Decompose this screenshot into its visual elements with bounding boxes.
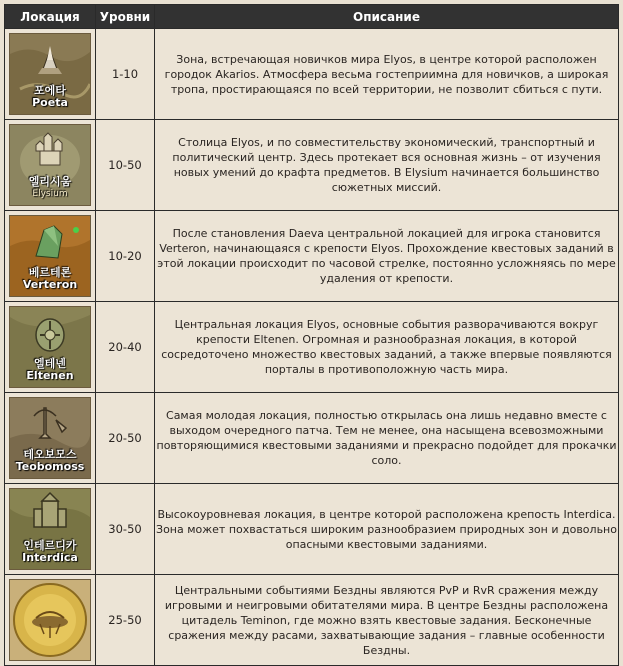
abyss-map-thumbnail bbox=[9, 579, 91, 661]
location-name-kr: 인테르디카 bbox=[23, 539, 77, 552]
table-row bbox=[5, 575, 619, 666]
location-cell bbox=[5, 120, 96, 211]
verteron-map-thumbnail bbox=[9, 215, 91, 297]
level-range: 10-50 bbox=[96, 120, 155, 211]
abyss-map-icon bbox=[10, 580, 90, 660]
level-range: 1-10 bbox=[96, 29, 155, 120]
location-description: Высокоуровневая локация, в центре которой расположена крепость Interdica. Зона может похвастаться широким разнообразием природных зон и довольно опасными квестовыми заданиями. bbox=[155, 484, 619, 575]
location-name-en: Elysium bbox=[32, 189, 68, 199]
header-row bbox=[5, 5, 619, 29]
location-name-kr: 포에타 bbox=[34, 84, 66, 97]
location-name-en: Poeta bbox=[32, 96, 68, 109]
location-name-kr: 엘리시움 bbox=[28, 175, 72, 188]
location-name-en: Eltenen bbox=[26, 369, 74, 382]
level-range: 30-50 bbox=[96, 484, 155, 575]
teobomoss-map-thumbnail bbox=[9, 397, 91, 479]
level-range: 20-50 bbox=[96, 393, 155, 484]
location-description: После становления Daeva центральной локацией для игрока становится Verteron, начинающаяся с крепости Elyos. Прохождение квестовых заданий в этой локации происходит по часовой стрелке, постоянно усложняясь по мере удаления от крепости. bbox=[155, 211, 619, 302]
interdica-map-thumbnail bbox=[9, 488, 91, 570]
page bbox=[4, 4, 618, 661]
table-row bbox=[5, 29, 619, 120]
location-cell bbox=[5, 484, 96, 575]
location-cell bbox=[5, 302, 96, 393]
elysium-map-thumbnail bbox=[9, 124, 91, 206]
location-name-en: Interdica bbox=[22, 551, 78, 564]
location-description: Центральными событиями Бездны являются PvP и RvR сражения между игровыми и неигровыми обитателями мира. В центре Бездны расположена цитадель Teminon, где можно взять квестовые задания. Бесконечные сражения между расами, захватывающие задания – главные особенности Бездны. bbox=[155, 575, 619, 666]
location-description: Зона, встречающая новичков мира Elyos, в центре которой расположен городок Akarios. Атмосфера весьма гостеприимна для новичков, а широкая тропа, простирающаяся по всей территории, не позволит сбиться с пути. bbox=[155, 29, 619, 120]
header-location: Локация bbox=[5, 5, 96, 29]
poeta-map-thumbnail bbox=[9, 33, 91, 115]
header-description: Описание bbox=[155, 5, 619, 29]
table-row bbox=[5, 120, 619, 211]
table-row bbox=[5, 211, 619, 302]
header-levels: Уровни bbox=[96, 5, 155, 29]
location-cell bbox=[5, 211, 96, 302]
level-range: 10-20 bbox=[96, 211, 155, 302]
location-description: Самая молодая локация, полностью открылась она лишь недавно вместе с выходом очередного патча. Тем не менее, она насыщена всевозможными повторяющимися квестовыми заданиями и прекрасно подойдет для прокачки соло. bbox=[155, 393, 619, 484]
location-name-kr: 베르테론 bbox=[28, 266, 72, 279]
level-range: 20-40 bbox=[96, 302, 155, 393]
locations-table bbox=[4, 4, 619, 666]
table-row bbox=[5, 484, 619, 575]
eltenen-map-thumbnail bbox=[9, 306, 91, 388]
location-cell bbox=[5, 393, 96, 484]
level-range: 25-50 bbox=[96, 575, 155, 666]
location-name-en: Teobomoss bbox=[15, 460, 85, 473]
table-row bbox=[5, 302, 619, 393]
table-row bbox=[5, 393, 619, 484]
location-name-kr: 테오보모스 bbox=[23, 448, 77, 461]
location-description: Столица Elyos, и по совместительству экономический, транспортный и политический центр. Здесь протекает вся основная жизнь – от изучения новых умений до крафта предметов. В Elysium начинается большинство сюжетных миссий. bbox=[155, 120, 619, 211]
location-description: Центральная локация Elyos, основные события разворачиваются вокруг крепости Eltenen. Огромная и разнообразная локация, в которой сосредоточено множество квестовых заданий, а также впервые появляются порталы в противоположную часть мира. bbox=[155, 302, 619, 393]
location-name-kr: 엘테넨 bbox=[34, 357, 66, 370]
location-cell bbox=[5, 575, 96, 666]
location-name-en: Verteron bbox=[22, 278, 78, 291]
location-cell bbox=[5, 29, 96, 120]
